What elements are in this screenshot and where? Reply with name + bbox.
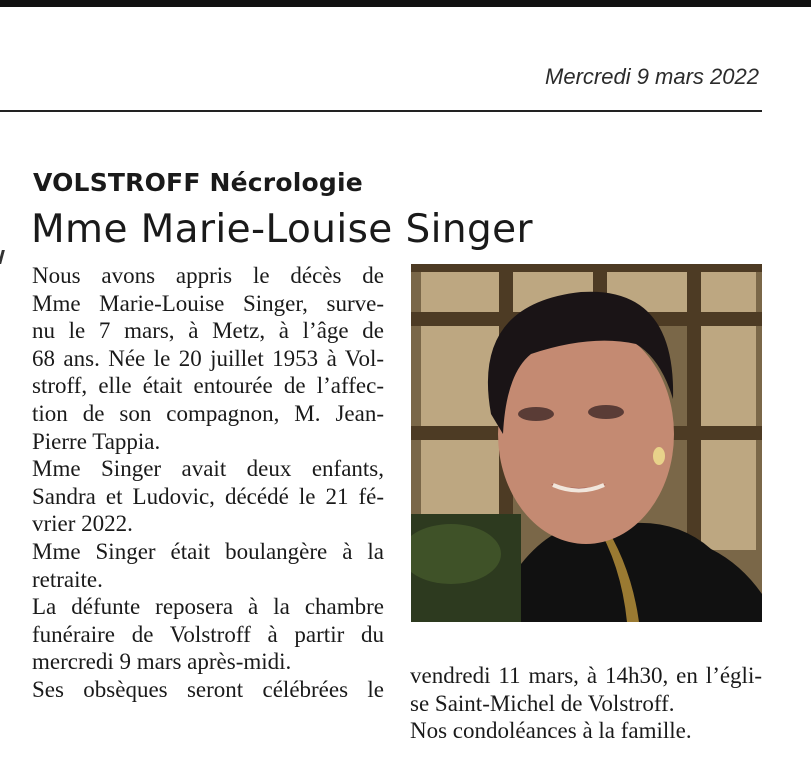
article-title: Mme Marie-Louise Singer: [31, 207, 533, 252]
article-body-left: [32, 262, 384, 704]
text-line: Pierre Tappia.: [32, 428, 161, 454]
text-line: Nous avons appris le décès de: [32, 263, 384, 288]
portrait-photo: [411, 264, 762, 622]
text-line: 68 ans. Née le 20 juillet 1953 à Vol-: [32, 345, 384, 371]
paragraph-5: [32, 676, 384, 704]
paragraph-7: [410, 717, 762, 745]
top-border: [0, 0, 811, 7]
text-line: La défunte reposera à la chambre: [32, 594, 384, 620]
section-kicker: VOLSTROFF Nécrologie: [33, 168, 363, 197]
header-rule: [0, 110, 762, 112]
text-line: Ses obsèques seront célébrées le: [32, 676, 384, 702]
text-line: funéraire de Volstroff à partir du: [32, 621, 384, 647]
paragraph-1: [32, 262, 384, 455]
text-line: mercredi 9 mars après-midi.: [32, 649, 292, 675]
text-line: nu le 7 mars, à Metz, à l’âge de: [32, 318, 384, 344]
text-line: Nos condoléances à la famille.: [410, 718, 692, 744]
paragraph-2: [32, 455, 384, 538]
text-line: Mme Singer était boulangère à la: [32, 538, 384, 564]
text-line: vendredi 11 mars, à 14h30, en l’égli-: [410, 663, 762, 688]
paragraph-6: [410, 662, 762, 717]
paragraph-4: [32, 593, 384, 676]
text-line: Sandra et Ludovic, décédé le 21 fé-: [32, 483, 384, 509]
margin-mark: [0, 250, 5, 264]
text-line: retraite.: [32, 566, 103, 592]
portrait-illustration: [411, 264, 762, 622]
text-line: tion de son compagnon, M. Jean-: [32, 400, 384, 426]
text-line: Mme Marie-Louise Singer, surve-: [32, 290, 384, 316]
article-body-right: [410, 662, 762, 745]
issue-date: Mercredi 9 mars 2022: [545, 64, 759, 89]
text-line: se Saint-Michel de Volstroff.: [410, 690, 675, 716]
paragraph-3: [32, 538, 384, 593]
text-line: stroff, elle était entourée de l’affec-: [32, 373, 384, 399]
text-line: Mme Singer avait deux enfants,: [32, 456, 384, 482]
text-line: vrier 2022.: [32, 511, 133, 537]
